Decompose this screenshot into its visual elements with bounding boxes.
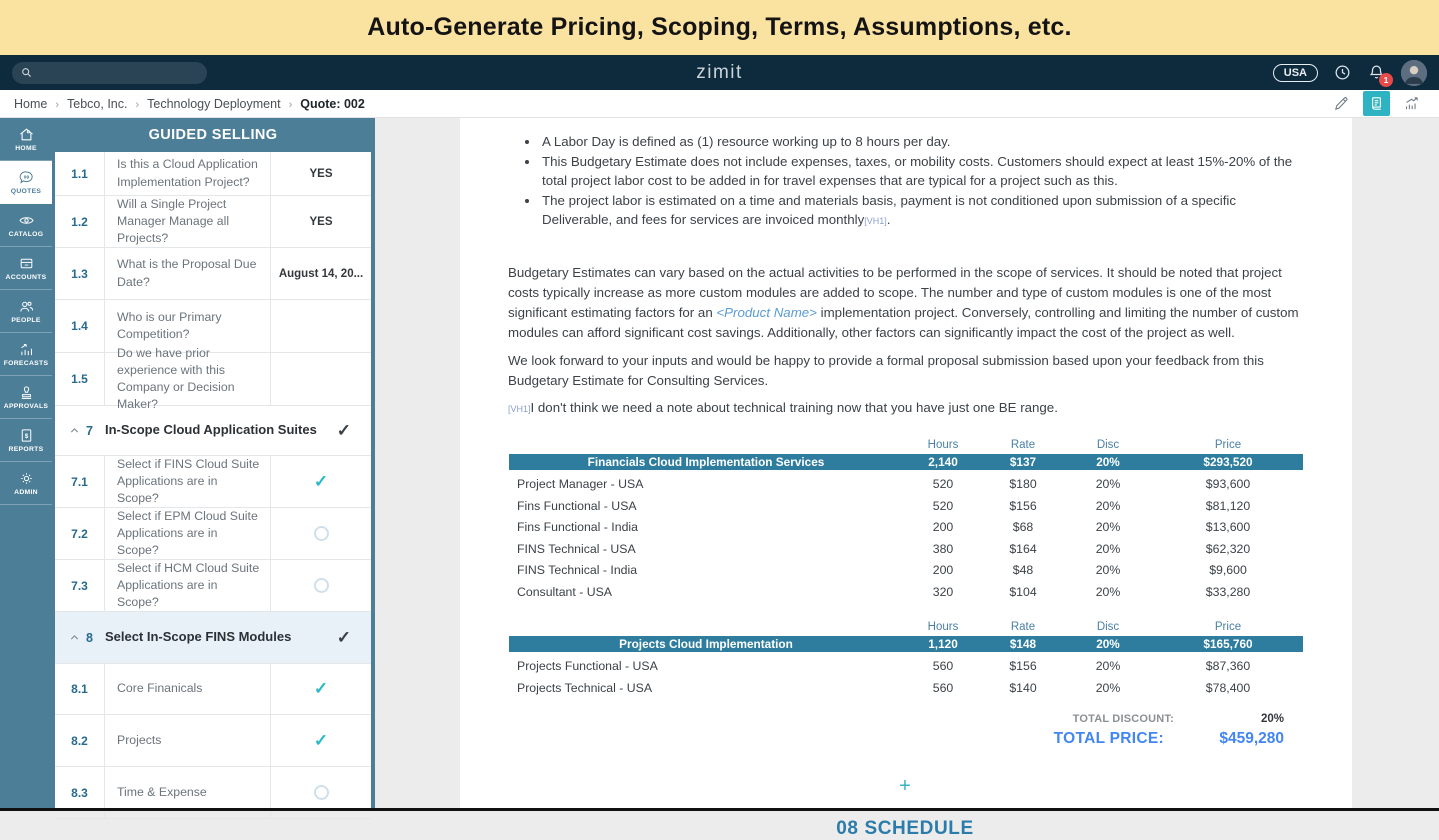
bullet-item	[540, 191, 1302, 232]
text-segment: implementation project. Conversely, controlling and limiting the number of custom modules can afford significant cost savings. Additionally, other factors can significantly impact the cost of the project as well.	[508, 304, 1299, 340]
zimit-logo: zimit	[696, 61, 743, 83]
quotes-icon	[18, 169, 35, 186]
column-header: Hours	[927, 438, 959, 451]
totals-block	[508, 713, 1302, 748]
breadcrumb-items	[14, 97, 365, 111]
schedule-section-heading: 08 SCHEDULE	[836, 817, 974, 839]
breadcrumb-separator-icon: ›	[135, 98, 140, 111]
bullet-item	[540, 152, 1302, 191]
sidebar-item-catalog[interactable]	[0, 204, 52, 247]
row-rate: $180	[1009, 477, 1037, 492]
sidebar-item-label: CATALOG	[8, 231, 44, 238]
total-discount-value: 20%	[1260, 712, 1284, 725]
breadcrumb-separator-icon: ›	[288, 98, 293, 111]
unselected-circle-icon	[314, 578, 329, 593]
reports-icon	[18, 427, 35, 444]
guided-question-7.3[interactable]	[55, 560, 371, 612]
question-answer[interactable]	[271, 508, 371, 559]
question-number: 1.3	[55, 248, 105, 299]
forecasts-icon	[18, 341, 35, 358]
question-answer[interactable]: August 14, 20...	[278, 267, 364, 280]
guided-question-1.3[interactable]	[55, 248, 371, 300]
row-price: $33,280	[1205, 584, 1251, 599]
row-disc: 20%	[1095, 680, 1121, 695]
row-price: $78,400	[1205, 680, 1251, 695]
breadcrumb-link[interactable]: Quote: 002	[300, 96, 365, 111]
top-banner	[0, 0, 1439, 55]
row-label: FINS Technical - India	[517, 563, 638, 578]
table-row	[509, 656, 1303, 678]
guided-selling-panel	[52, 118, 375, 811]
row-rate: $164	[1009, 541, 1037, 556]
row-price: $9,600	[1209, 563, 1247, 578]
question-text: Core Finanicals	[105, 664, 271, 714]
section-number: 7	[86, 423, 93, 438]
pricing-table-1	[509, 436, 1303, 603]
home-icon	[18, 126, 35, 143]
row-rate: $68	[1012, 520, 1034, 535]
guided-question-1.1[interactable]	[55, 152, 371, 196]
question-text: Select if HCM Cloud Suite Applications are in Scope?	[105, 560, 271, 611]
row-disc: 20%	[1095, 477, 1121, 492]
sidebar-item-label: APPROVALS	[3, 403, 49, 410]
group-title: Financials Cloud Implementation Services	[587, 454, 825, 469]
question-number: 1.4	[55, 300, 105, 352]
question-text: Who is our Primary Competition?	[105, 300, 271, 352]
group-price: $293,520	[1203, 454, 1253, 469]
question-number: 7.2	[55, 508, 105, 559]
table-row	[509, 581, 1303, 603]
analytics-chart-icon[interactable]	[1398, 91, 1425, 116]
banner-title: Auto-Generate Pricing, Scoping, Terms, Assumptions, etc.	[367, 13, 1072, 41]
question-answer[interactable]	[271, 353, 371, 405]
group-title: Projects Cloud Implementation	[619, 636, 793, 651]
table-row	[509, 677, 1303, 699]
user-avatar[interactable]	[1401, 60, 1427, 86]
total-price-row	[508, 730, 1284, 748]
group-disc: 20%	[1096, 636, 1120, 651]
row-rate: $156	[1009, 498, 1037, 513]
row-price: $81,120	[1205, 498, 1251, 513]
group-rate: $137	[1009, 454, 1037, 469]
text-segment: We look forward to your inputs and would be happy to provide a formal proposal submission based upon your feedback from this Budgetary Estimate for Consulting Services.	[508, 352, 1264, 388]
table-row	[509, 495, 1303, 517]
guided-selling-rows	[55, 152, 371, 819]
row-label: FINS Technical - USA	[517, 541, 636, 556]
row-rate: $140	[1009, 680, 1037, 695]
question-text: Is this a Cloud Application Implementation Project?	[105, 152, 271, 195]
guided-question-7.1[interactable]	[55, 456, 371, 508]
question-text: Do we have prior experience with this Company or Decision Maker?	[105, 353, 271, 405]
breadcrumb	[0, 90, 1439, 118]
total-discount-label: TOTAL DISCOUNT:	[1072, 712, 1174, 725]
question-text: What is the Proposal Due Date?	[105, 248, 271, 299]
text-segment: Budgetary Estimates can vary based on the actual activities to be performed in the scope of services. It should be noted that project costs typically increase as more custom modules are added to scope. The number and type of custom modules is one of the most significant estimating factors for an	[508, 264, 1282, 320]
group-hours: 1,120	[928, 636, 958, 651]
row-hours: 380	[932, 541, 954, 556]
window-bottom-edge	[0, 808, 1439, 811]
table-row	[509, 474, 1303, 496]
sidebar-item-label: REPORTS	[8, 446, 44, 453]
group-price: $165,760	[1203, 636, 1253, 651]
section-title: Select In-Scope FINS Modules	[104, 629, 292, 645]
text-segment: The project labor is estimated on a time and materials basis, payment is not conditioned upon submission of a specific Deliverable, and fees for services are invoiced monthly	[542, 192, 1237, 227]
row-hours: 520	[932, 477, 954, 492]
document-view-icon[interactable]	[1363, 91, 1390, 116]
row-hours: 320	[932, 584, 954, 599]
total-discount-row	[508, 713, 1284, 725]
question-number: 7.3	[55, 560, 105, 611]
guided-section-7[interactable]	[55, 406, 371, 456]
question-number: 8.2	[55, 715, 105, 766]
breadcrumb-separator-icon: ›	[55, 98, 60, 111]
row-hours: 560	[932, 680, 954, 695]
region-button[interactable]: USA	[1273, 64, 1318, 82]
group-hours: 2,140	[928, 454, 958, 469]
table-rows	[509, 656, 1303, 699]
row-rate: $156	[1009, 659, 1037, 674]
row-hours: 520	[932, 498, 954, 513]
notifications-button[interactable]	[1367, 63, 1389, 85]
question-number: 1.5	[55, 353, 105, 405]
sidebar-item-approvals[interactable]	[0, 376, 52, 419]
row-rate: $48	[1012, 563, 1034, 578]
question-answer[interactable]	[271, 300, 371, 352]
question-number: 1.1	[55, 152, 105, 195]
row-label: Project Manager - USA	[517, 477, 644, 492]
pricing-table-2	[509, 618, 1303, 699]
guided-question-8.3[interactable]	[55, 767, 371, 819]
row-disc: 20%	[1095, 520, 1121, 535]
row-disc: 20%	[1095, 659, 1121, 674]
table-column-headers	[509, 618, 1303, 633]
table-group-header	[509, 636, 1303, 652]
breadcrumb-link[interactable]: Tebco, Inc.	[67, 96, 128, 111]
collapse-chevron-icon[interactable]	[69, 425, 80, 436]
row-disc: 20%	[1095, 541, 1121, 556]
sidebar-item-label: HOME	[15, 145, 37, 152]
guided-question-1.2[interactable]	[55, 196, 371, 248]
selected-check-icon: ✓	[313, 679, 329, 698]
column-header: Rate	[1010, 438, 1036, 451]
text-segment: .	[886, 212, 891, 227]
question-answer[interactable]	[271, 664, 371, 714]
row-disc: 20%	[1095, 498, 1121, 513]
table-column-headers	[509, 436, 1303, 451]
group-disc: 20%	[1096, 454, 1120, 469]
column-header: Disc	[1096, 620, 1120, 633]
section-complete-check-icon: ✓	[336, 627, 351, 647]
document-body	[460, 132, 1352, 840]
row-label: Projects Functional - USA	[517, 659, 658, 674]
guided-section-8[interactable]	[55, 612, 371, 664]
group-rate: $148	[1009, 636, 1037, 651]
question-text: Projects	[105, 715, 271, 766]
document-page	[460, 118, 1352, 839]
search-icon	[20, 66, 33, 79]
app-sidebar	[0, 118, 52, 811]
admin-icon	[18, 470, 35, 487]
sidebar-item-people[interactable]	[0, 290, 52, 333]
column-header: Price	[1214, 620, 1242, 633]
column-header: Hours	[927, 620, 959, 633]
sidebar-item-reports[interactable]	[0, 419, 52, 462]
row-price: $87,360	[1205, 659, 1251, 674]
question-number: 8.1	[55, 664, 105, 714]
selected-check-icon: ✓	[313, 471, 329, 491]
question-answer[interactable]	[271, 560, 371, 611]
assumptions-bullet-list	[508, 132, 1302, 232]
question-answer[interactable]: YES	[309, 167, 333, 180]
question-number: 7.1	[55, 456, 105, 507]
app-header	[0, 55, 1439, 90]
section-number: 8	[86, 630, 93, 645]
row-rate: $104	[1009, 584, 1037, 599]
people-icon	[18, 298, 35, 315]
table-row	[509, 538, 1303, 560]
text-segment: This Budgetary Estimate does not include expenses, taxes, or mobility costs. Customers should expect at least 15%-20% of the total project labor cost to be added in for travel expenses that are typical for a project such as this.	[542, 153, 1293, 188]
question-number: 1.2	[55, 196, 105, 247]
svg-text:$: $	[24, 432, 28, 440]
global-search[interactable]	[12, 62, 207, 84]
document-area	[375, 118, 1439, 839]
question-answer[interactable]: YES	[309, 215, 333, 228]
row-label: Fins Functional - USA	[517, 498, 637, 513]
add-section-button[interactable]: +	[893, 775, 917, 797]
sidebar-item-quotes[interactable]	[0, 161, 52, 204]
unselected-circle-icon	[314, 526, 329, 541]
question-text: Time & Expense	[105, 767, 271, 818]
add-section-row	[508, 775, 1302, 797]
sidebar-item-home[interactable]	[0, 118, 52, 161]
comment-annotation-tag: [VH1]	[864, 216, 887, 226]
header-actions	[1273, 60, 1427, 86]
approvals-icon	[18, 384, 35, 401]
question-text: Select if FINS Cloud Suite Applications are in Scope?	[105, 456, 271, 507]
edit-pencil-icon[interactable]	[1328, 91, 1355, 116]
accounts-icon	[18, 255, 35, 272]
table-row	[509, 517, 1303, 539]
document-toolbar	[1328, 91, 1425, 116]
product-name-placeholder: <Product Name>	[716, 304, 817, 320]
row-label: Consultant - USA	[517, 584, 613, 599]
pricing-tables	[508, 436, 1302, 699]
row-price: $13,600	[1205, 520, 1251, 535]
guided-selling-title: GUIDED SELLING	[55, 118, 371, 152]
selected-check-icon: ✓	[313, 730, 329, 750]
bullet-item	[540, 132, 1302, 152]
comment-annotation-tag: [VH1]	[508, 403, 531, 414]
guided-question-8.2[interactable]	[55, 715, 371, 767]
section-title: In-Scope Cloud Application Suites	[104, 422, 317, 438]
text-segment: A Labor Day is defined as (1) resource working up to 8 hours per day.	[542, 134, 951, 149]
search-input[interactable]	[33, 65, 183, 81]
table-group-header	[509, 454, 1303, 470]
total-price-label: TOTAL PRICE:	[1053, 729, 1164, 747]
text-segment: I don't think we need a note about technical training now that you have just one BE range.	[530, 399, 1058, 415]
sidebar-item-label: ADMIN	[14, 489, 38, 496]
catalog-icon	[18, 212, 35, 229]
row-price: $93,600	[1205, 477, 1251, 492]
question-number: 8.3	[55, 767, 105, 818]
document-paragraphs	[508, 263, 1302, 418]
question-text: Will a Single Project Manager Manage all Projects?	[105, 196, 271, 247]
sidebar-item-label: FORECASTS	[3, 360, 49, 367]
paragraph	[508, 351, 1302, 391]
row-disc: 20%	[1095, 584, 1121, 599]
paragraph	[508, 263, 1302, 343]
sidebar-item-admin[interactable]	[0, 462, 52, 505]
table-row	[509, 560, 1303, 582]
sidebar-item-forecasts[interactable]	[0, 333, 52, 376]
column-header: Disc	[1096, 438, 1120, 451]
collapse-chevron-icon[interactable]	[69, 632, 80, 643]
paragraph	[508, 399, 1302, 418]
guided-question-7.2[interactable]	[55, 508, 371, 560]
row-hours: 200	[932, 520, 954, 535]
question-answer[interactable]	[271, 456, 371, 507]
sidebar-item-accounts[interactable]	[0, 247, 52, 290]
row-label: Projects Technical - USA	[517, 680, 653, 695]
sidebar-item-label: PEOPLE	[11, 317, 41, 324]
sidebar-item-label: QUOTES	[10, 188, 42, 195]
breadcrumb-link[interactable]: Home	[14, 96, 48, 111]
table-rows	[509, 474, 1303, 603]
guided-question-1.5[interactable]	[55, 345, 371, 412]
main-content	[0, 118, 1439, 839]
breadcrumb-link[interactable]: Technology Deployment	[147, 96, 281, 111]
svg-text:99: 99	[23, 175, 29, 181]
total-price-value: $459,280	[1219, 729, 1284, 747]
unselected-circle-icon	[314, 785, 329, 800]
question-text: Select if EPM Cloud Suite Applications are in Scope?	[105, 508, 271, 559]
row-hours: 200	[932, 563, 954, 578]
column-header: Rate	[1010, 620, 1036, 633]
guided-question-8.1[interactable]	[55, 664, 371, 715]
sidebar-item-label: ACCOUNTS	[5, 274, 47, 281]
row-label: Fins Functional - India	[517, 520, 638, 535]
notification-badge: 1	[1379, 73, 1393, 87]
row-hours: 560	[932, 659, 954, 674]
history-clock-icon[interactable]	[1333, 63, 1352, 82]
column-header: Price	[1214, 438, 1242, 451]
question-answer[interactable]	[271, 715, 371, 766]
row-disc: 20%	[1095, 563, 1121, 578]
section-complete-check-icon: ✓	[336, 420, 351, 440]
row-price: $62,320	[1205, 541, 1251, 556]
